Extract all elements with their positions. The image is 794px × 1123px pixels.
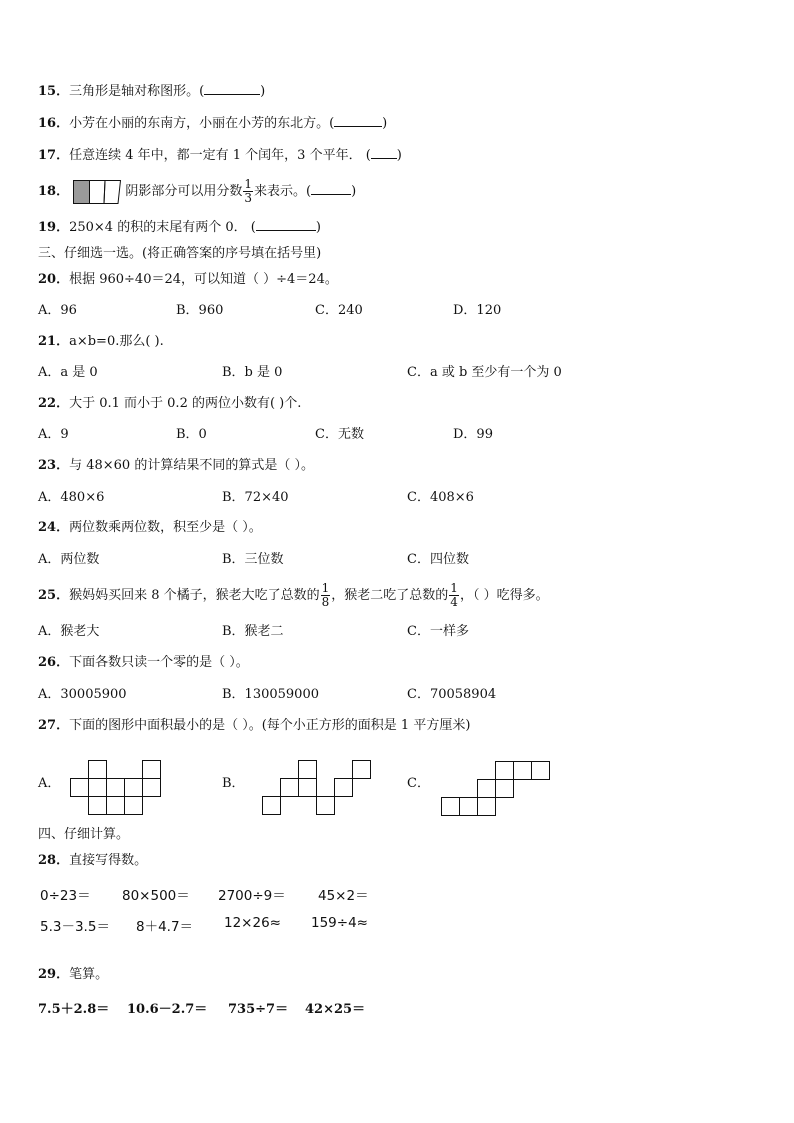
- fraction-one-eighth: [321, 582, 331, 609]
- option-d[interactable]: D．99: [453, 427, 493, 442]
- calc-item: 45×2＝: [318, 888, 369, 904]
- question-21: [38, 333, 164, 351]
- option-a[interactable]: A．96: [38, 303, 77, 318]
- question-text: 三角形是轴对称图形。(: [69, 84, 205, 99]
- calc-item: 159÷4≈: [311, 915, 368, 931]
- calc-item: 2700÷9＝: [218, 888, 286, 904]
- paren-close: ): [315, 220, 321, 235]
- question-text-3: ，（ ）吃得多。: [459, 588, 549, 603]
- grid-figure-c: [441, 761, 551, 817]
- option-b[interactable]: B．72×40: [222, 490, 289, 505]
- question-19: [38, 218, 321, 237]
- option-c[interactable]: C．a 或 b 至少有一个为 0: [407, 365, 562, 380]
- question-text: 下面各数只读一个零的是（ ）。: [69, 655, 249, 670]
- question-number: 23．: [38, 458, 70, 473]
- question-text: 笔算。: [69, 967, 109, 982]
- fraction-one-third: [243, 178, 253, 205]
- question-17: [38, 146, 402, 165]
- option-b[interactable]: B．130059000: [222, 687, 319, 702]
- question-text: 任意连续 4 年中，都一定有 1 个闰年，3 个平年． (: [69, 148, 371, 163]
- question-text-2: 来表示。(: [254, 184, 312, 199]
- option-c[interactable]: C．240: [315, 303, 363, 318]
- written-calc-item: 735÷7＝: [228, 1002, 289, 1017]
- option-c[interactable]: C．无数: [315, 427, 364, 442]
- answer-blank[interactable]: [371, 146, 397, 159]
- fraction-one-quarter: [449, 582, 459, 609]
- answer-blank[interactable]: [311, 182, 351, 195]
- question-number: 27．: [38, 718, 70, 733]
- grid-figure-a: [70, 760, 162, 816]
- paren-close: ): [396, 148, 402, 163]
- question-text: 250×4 的积的末尾有两个 0． (: [69, 220, 256, 235]
- written-calc-item: 10.6－2.7＝: [127, 1002, 208, 1017]
- paren-close: ): [260, 84, 266, 99]
- numerator: 1: [244, 177, 253, 191]
- denominator: 8: [321, 595, 330, 609]
- option-a[interactable]: A．30005900: [38, 687, 127, 702]
- question-number: 17．: [38, 148, 70, 163]
- question-28: [38, 852, 147, 870]
- option-b[interactable]: B．三位数: [222, 552, 284, 567]
- shaded-bar-figure: [73, 180, 121, 204]
- option-a[interactable]: A．两位数: [38, 552, 100, 567]
- question-text: 直接写得数。: [69, 853, 148, 868]
- numerator: 1: [450, 581, 458, 595]
- option-c[interactable]: C．四位数: [407, 552, 469, 567]
- denominator: 4: [450, 595, 458, 609]
- calc-item: 12×26≈: [224, 915, 281, 931]
- question-number: 21．: [38, 334, 70, 349]
- written-calc-item: 42×25＝: [305, 1002, 366, 1017]
- question-27: [38, 717, 470, 735]
- question-number: 20．: [38, 272, 70, 287]
- calc-item: 80×500＝: [122, 888, 190, 904]
- question-text: 两位数乘两位数，积至少是（ ）。: [69, 520, 262, 535]
- calc-item: 0÷23＝: [40, 888, 91, 904]
- paren-close: ): [382, 116, 388, 131]
- question-text-2: ，猴老二吃了总数的: [331, 588, 449, 603]
- question-number: 19．: [38, 220, 70, 235]
- question-text: 阴影部分可以用分数: [125, 184, 243, 199]
- option-a[interactable]: A．9: [38, 427, 69, 442]
- question-number: 18．: [38, 184, 70, 199]
- question-16: [38, 114, 387, 133]
- option-a[interactable]: A．猴老大: [38, 624, 100, 639]
- paren-close: ): [351, 184, 357, 199]
- question-29: [38, 966, 108, 984]
- question-number: 22．: [38, 396, 70, 411]
- option-d[interactable]: D．120: [453, 303, 502, 318]
- answer-blank[interactable]: [334, 114, 382, 127]
- grid-figure-b: [262, 760, 372, 816]
- question-text: 与 48×60 的计算结果不同的算式是（ ）。: [69, 458, 314, 473]
- option-c[interactable]: C．408×6: [407, 490, 474, 505]
- question-text: 下面的图形中面积最小的是（ ）。(每个小正方形的面积是 1 平方厘米): [69, 718, 471, 733]
- question-20: [38, 271, 338, 289]
- option-a[interactable]: A．a 是 0: [38, 365, 98, 380]
- question-text: 猴妈妈买回来 8 个橘子，猴老大吃了总数的: [69, 588, 320, 603]
- option-c[interactable]: C．一样多: [407, 624, 469, 639]
- option-b[interactable]: B．b 是 0: [222, 365, 283, 380]
- question-24: [38, 519, 262, 537]
- written-calc-item: 7.5＋2.8＝: [38, 1002, 110, 1017]
- option-b[interactable]: B．猴老二: [222, 624, 284, 639]
- question-22: [38, 395, 301, 413]
- section-3-heading: 三、仔细选一选。(将正确答案的序号填在括号里): [38, 246, 322, 261]
- question-text: 小芳在小丽的东南方，小丽在小芳的东北方。(: [69, 116, 335, 131]
- question-18: [38, 178, 356, 205]
- option-c[interactable]: C．70058904: [407, 687, 497, 702]
- option-a[interactable]: A．480×6: [38, 490, 105, 505]
- option-b[interactable]: B．960: [176, 303, 224, 318]
- option-c[interactable]: C．: [407, 776, 430, 791]
- question-23: [38, 457, 314, 475]
- option-b[interactable]: B．: [222, 776, 245, 791]
- question-text: a×b=0.那么( ).: [69, 334, 164, 349]
- section-4-heading: 四、仔细计算。: [38, 827, 130, 842]
- option-b[interactable]: B．0: [176, 427, 207, 442]
- question-number: 26．: [38, 655, 70, 670]
- question-text: 大于 0.1 而小于 0.2 的两位小数有( )个.: [69, 396, 302, 411]
- question-25: [38, 578, 549, 614]
- denominator: 3: [244, 191, 253, 205]
- answer-blank[interactable]: [256, 218, 316, 231]
- numerator: 1: [321, 581, 330, 595]
- question-number: 15．: [38, 84, 70, 99]
- question-number: 25．: [38, 588, 70, 603]
- answer-blank[interactable]: [204, 82, 260, 95]
- question-number: 24．: [38, 520, 70, 535]
- question-number: 29．: [38, 967, 70, 982]
- question-26: [38, 654, 249, 672]
- question-text: 根据 960÷40＝24，可以知道（ ）÷4＝24。: [69, 272, 338, 287]
- question-number: 28．: [38, 853, 70, 868]
- question-number: 16．: [38, 116, 70, 131]
- calc-item: 5.3－3.5＝: [40, 919, 110, 935]
- option-a[interactable]: A．: [38, 776, 61, 791]
- calc-item: 8＋4.7＝: [136, 919, 194, 935]
- question-15: [38, 82, 265, 101]
